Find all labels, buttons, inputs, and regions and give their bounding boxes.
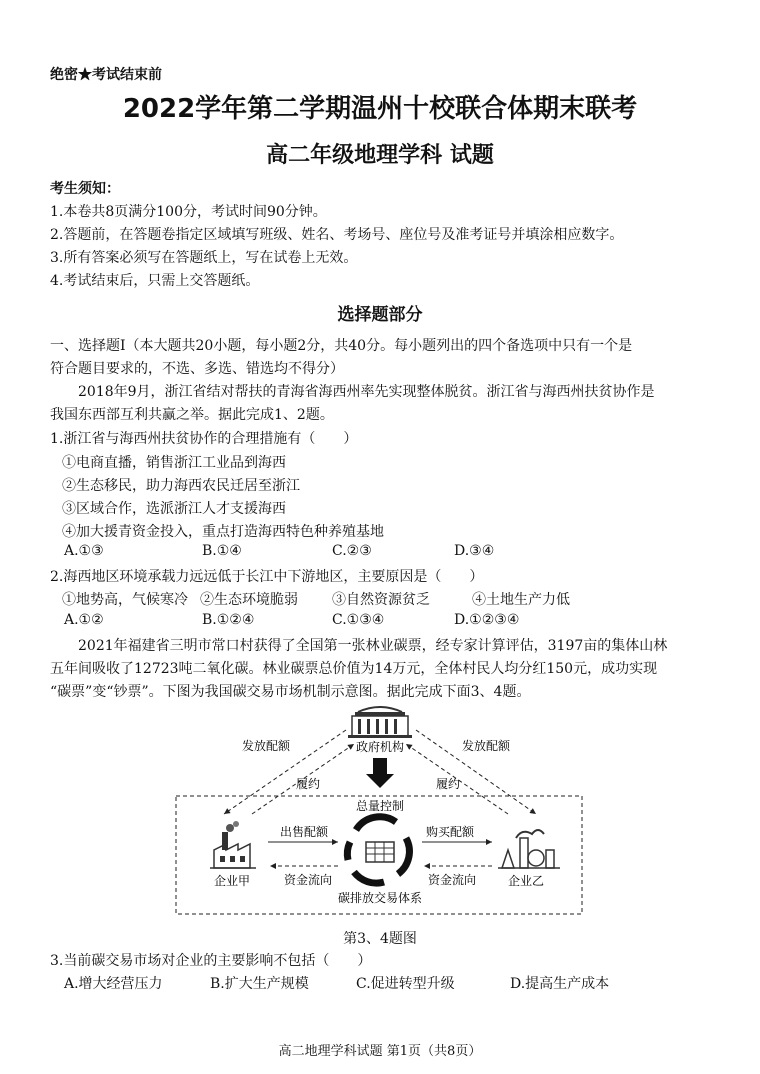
option-d: D.①②③④	[454, 612, 520, 628]
question-item: ③区域合作，选派浙江人才支援海西	[62, 501, 286, 517]
passage-line: 2018年9月，浙江省结对帮扶的青海省海西州率先实现整体脱贫。浙江省与海西州扶贫协作是	[78, 384, 655, 400]
option-c: C.促进转型升级	[356, 976, 455, 992]
option-d: D.③④	[454, 543, 495, 559]
exam-title: 2022学年第二学期温州十校联合体期末联考	[122, 94, 638, 124]
passage-line: 2021年福建省三明市常口村获得了全国第一张林业碳票，经专家计算评估，3197亩的集体山林	[78, 638, 668, 654]
section-instruction: 符合题目要求的，不选、多选、错选均不得分）	[50, 361, 344, 377]
trading-system-label: 碳排放交易体系	[337, 891, 423, 905]
question-item: ④加大援青资金投入，重点打造海西特色种养殖基地	[62, 524, 384, 540]
note-item: 3.所有答案必须写在答题纸上，写在试卷上无效。	[50, 250, 358, 266]
issue-quota-label-right: 发放配额	[462, 739, 511, 753]
question-item: ①地势高，气候寒冷	[62, 592, 188, 608]
issue-quota-label-left: 发放配额	[242, 739, 291, 753]
question-item: ②生态环境脆弱	[200, 592, 298, 608]
notes-heading: 考生须知：	[50, 181, 120, 197]
government-label: 政府机构	[355, 740, 405, 754]
capital-flow-label-right: 资金流向	[428, 873, 477, 887]
question-stem: 3.当前碳交易市场对企业的主要影响不包括（ ）	[50, 953, 372, 969]
option-b: B.①②④	[202, 612, 255, 628]
question-item: ④土地生产力低	[472, 592, 570, 608]
buy-quota-label: 购买配额	[426, 825, 475, 839]
question-stem: 2.海西地区环境承载力远远低于长江中下游地区，主要原因是（ ）	[50, 569, 484, 585]
carbon-trading-diagram	[170, 704, 590, 924]
note-item: 1.本卷共8页满分100分，考试时间90分钟。	[50, 204, 327, 220]
page-footer: 高二地理学科试题 第1页（共8页）	[278, 1044, 482, 1059]
confidential-label: 绝密★考试结束前	[50, 67, 162, 83]
note-item: 4.考试结束后，只需上交答题纸。	[50, 273, 260, 289]
question-item: ③自然资源贫乏	[332, 592, 430, 608]
government-building-icon	[348, 707, 412, 738]
question-item: ②生态移民，助力海西农民迁居至浙江	[62, 478, 300, 494]
option-a: A.①②	[64, 612, 104, 628]
total-control-label: 总量控制	[355, 799, 405, 813]
option-b: B.扩大生产规模	[210, 976, 309, 992]
capital-flow-label-left: 资金流向	[284, 873, 333, 887]
option-a: A.①③	[64, 543, 104, 559]
exam-subtitle: 高二年级地理学科 试题	[266, 143, 494, 168]
down-arrow-icon	[366, 758, 394, 788]
passage-line: “碳票”变“钞票”。下图为我国碳交易市场机制示意图。据此完成下面3、4题。	[50, 684, 531, 700]
option-a: A.增大经营压力	[64, 976, 163, 992]
chemical-plant-icon	[498, 830, 560, 868]
passage-line: 五年间吸收了12723吨二氧化碳。林业碳票总价值为14万元，全体村民人均分红150元，成功实现	[50, 661, 658, 677]
perform-label-left: 履约	[296, 777, 321, 791]
enterprise-b-label: 企业乙	[507, 874, 545, 888]
figure-caption: 第3、4题图	[343, 931, 417, 947]
option-c: C.①③④	[332, 612, 385, 628]
perform-label-right: 履约	[436, 777, 461, 791]
section-instruction: 一、选择题Ⅰ（本大题共20小题，每小题2分，共40分。每小题列出的四个备选项中只有一个是	[50, 338, 633, 354]
passage-line: 我国东西部互利共赢之举。据此完成1、2题。	[50, 407, 334, 423]
section-title: 选择题部分	[337, 305, 423, 325]
question-stem: 1.浙江省与海西州扶贫协作的合理措施有（ ）	[50, 431, 358, 447]
enterprise-a-label: 企业甲	[213, 874, 251, 888]
option-b: B.①④	[202, 543, 242, 559]
factory-icon	[210, 821, 256, 868]
question-item: ①电商直播，销售浙江工业品到海西	[62, 455, 286, 471]
note-item: 2.答题前，在答题卷指定区域填写班级、姓名、考场号、座位号及准考证号并填涂相应数字。	[50, 227, 624, 243]
option-d: D.提高生产成本	[510, 976, 610, 992]
sell-quota-label: 出售配额	[280, 825, 329, 839]
option-c: C.②③	[332, 543, 372, 559]
carbon-exchange-cycle-icon	[347, 817, 409, 883]
